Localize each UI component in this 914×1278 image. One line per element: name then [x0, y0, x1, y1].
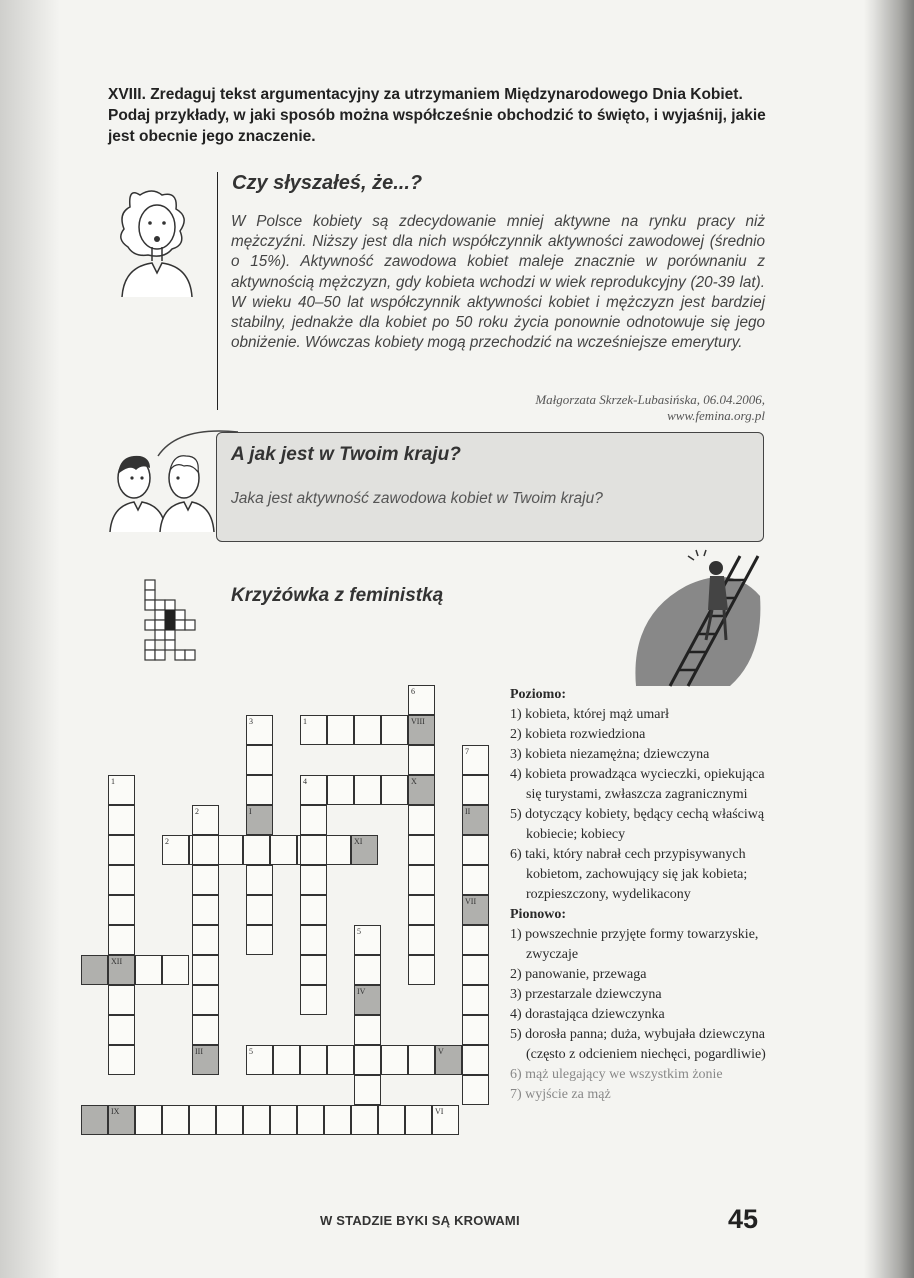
crossword-cell-number: I	[249, 807, 252, 816]
crossword-cell	[327, 1045, 354, 1075]
crossword-cell-number: 1	[303, 717, 307, 726]
crossword-key-cell	[81, 955, 108, 985]
crossword-cell	[273, 1045, 300, 1075]
crossword-cell	[192, 835, 219, 865]
across-heading: Poziomo:	[510, 687, 566, 702]
crossword-cell	[192, 895, 219, 925]
crossword-cell-number: 4	[303, 777, 307, 786]
crossword-cell	[246, 865, 273, 895]
crossword-cell	[192, 925, 219, 955]
crossword-cell	[162, 1105, 189, 1135]
crossword-clues	[510, 685, 766, 1105]
crossword-cell	[381, 715, 408, 745]
crossword-cell-number: VIII	[411, 717, 425, 726]
page-edge-shadow	[864, 0, 914, 1278]
crossword-cell	[216, 835, 243, 865]
crossword-cell	[192, 985, 219, 1015]
crossword-cell	[192, 865, 219, 895]
down-clue: 7) wyjście za mąż	[510, 1087, 611, 1102]
crossword-cell-number: VII	[465, 897, 477, 906]
crossword-cell-number: VI	[435, 1107, 444, 1116]
down-clue: 3) przestarzale dziewczyna	[510, 987, 662, 1002]
crossword-cell	[192, 955, 219, 985]
crossword-cell	[246, 715, 273, 745]
crossword-cell-number: V	[438, 1047, 444, 1056]
crossword-cell	[462, 1015, 489, 1045]
crossword-key-cell	[351, 835, 378, 865]
footer-book-title: W STADZIE BYKI SĄ KROWAMI	[320, 1213, 520, 1228]
crossword-cell	[324, 1105, 351, 1135]
crossword-cell	[462, 745, 489, 775]
page-gutter-shadow	[0, 0, 60, 1278]
crossword-cell	[354, 775, 381, 805]
page-number: 45	[728, 1204, 759, 1234]
crossword-cell-number: III	[195, 1047, 203, 1056]
crossword-cell	[297, 1105, 324, 1135]
crossword-cell	[432, 1105, 459, 1135]
crossword-cell	[327, 775, 354, 805]
crossword-cell	[354, 955, 381, 985]
across-clue: 5) dotyczący kobiety, będący cechą właściwą kobiecie; kobiecy	[510, 807, 765, 842]
crossword-cell	[300, 775, 327, 805]
down-clue: 5) dorosła panna; duża, wybujała dziewczyna (często z odcieniem niechęci, pogardliwie)	[510, 1027, 766, 1062]
crossword-key-cell	[108, 1105, 135, 1135]
crossword-cell-number: XI	[354, 837, 363, 846]
crossword-cell-number: 1	[111, 777, 115, 786]
crossword-icon	[143, 578, 199, 664]
crossword-cell	[108, 1045, 135, 1075]
crossword-cell	[162, 835, 189, 865]
crossword-key-cell	[108, 955, 135, 985]
crossword-cell-number: IX	[111, 1107, 120, 1116]
crossword-cell	[300, 805, 327, 835]
crossword-cell	[354, 1075, 381, 1105]
across-clue: 4) kobieta prowadząca wycieczki, opiekująca się turystami, zwłaszcza zagranicznymi	[510, 767, 765, 802]
crossword-cell	[378, 1105, 405, 1135]
crossword-cell	[405, 1105, 432, 1135]
crossword-cell	[300, 835, 327, 865]
down-heading: Pionowo:	[510, 907, 566, 922]
crossword-cell	[327, 715, 354, 745]
crossword-cell-number: 6	[411, 687, 415, 696]
crossword-cell	[354, 1045, 381, 1075]
crossword-title: Krzyżówka z feministką	[231, 585, 444, 606]
crossword-cell-number: 3	[249, 717, 253, 726]
crossword-cell	[381, 1045, 408, 1075]
crossword-cell	[108, 925, 135, 955]
crossword-cell	[354, 1015, 381, 1045]
down-clue: 6) mąż ulegający we wszystkim żonie	[510, 1067, 723, 1082]
down-clue: 1) powszechnie przyjęte formy towarzyskie, zwyczaje	[510, 927, 759, 962]
down-clue: 4) dorastająca dziewczynka	[510, 1007, 665, 1022]
question-box-title: A jak jest w Twoim kraju?	[231, 444, 461, 465]
crossword-cell	[108, 835, 135, 865]
crossword-cell	[216, 1105, 243, 1135]
crossword-cell	[324, 835, 351, 865]
crossword-cell	[300, 895, 327, 925]
crossword-cell	[135, 955, 162, 985]
crossword-cell	[108, 775, 135, 805]
crossword-cell	[408, 925, 435, 955]
crossword-cell	[108, 985, 135, 1015]
fact-box-divider	[217, 172, 218, 410]
crossword-cell	[351, 1105, 378, 1135]
fact-box-source: Małgorzata Skrzek-Lubasińska, 06.04.2006, www.femina.org.pl	[535, 392, 765, 423]
crossword-cell	[408, 955, 435, 985]
across-clue: 6) taki, który nabrał cech przypisywanych kobietom, zachowujący się jak kobieta; rozpieszczony, wydelikacony	[510, 847, 748, 902]
crossword-cell	[462, 835, 489, 865]
crossword-cell	[270, 835, 297, 865]
across-clue: 1) kobieta, której mąż umarł	[510, 707, 669, 722]
crossword-cell	[192, 805, 219, 835]
crossword-cell-number: II	[465, 807, 471, 816]
question-box-text: Jaka jest aktywność zawodowa kobiet w Twoim kraju?	[231, 490, 603, 507]
crossword-key-cell	[246, 805, 273, 835]
crossword-key-cell	[435, 1045, 462, 1075]
crossword-key-cell	[408, 775, 435, 805]
crossword-cell	[246, 775, 273, 805]
crossword-cell	[246, 895, 273, 925]
children-talking-illustration	[104, 448, 216, 534]
fact-box-text: W Polsce kobiety są zdecydowanie mniej aktywne na rynku pracy niż mężczyźni. Niższy jest dla nich współczynnik aktywności zawodowej (średnio o 15%). Aktywność zawodowa kobiet maleje znacznie w porównaniu z aktywnością mężczyzn, gdy kobieta wchodzi w wiek reprodukcyjny (20-39 lat). W wieku 40–50 lat współczynnik aktywności kobiet i mężczyzn jest bardziej stabilny, jednakże dla kobiet po 50 roku życia ponownie odnotowuje się jego obniżenie. Wówczas kobiety mogą przechodzić na wcześniejsze emerytury.	[231, 213, 765, 352]
crossword-cell	[189, 1105, 216, 1135]
crossword-cell	[135, 1105, 162, 1135]
crossword-cell	[162, 955, 189, 985]
crossword-cell	[462, 925, 489, 955]
crossword-cell	[300, 715, 327, 745]
crossword-cell	[108, 895, 135, 925]
crossword-cell	[246, 925, 273, 955]
crossword-cell	[108, 805, 135, 835]
crossword-cell	[462, 955, 489, 985]
crossword-cell	[246, 745, 273, 775]
woman-climbing-ladder-illustration	[630, 548, 765, 688]
crossword-cell-number: IV	[357, 987, 366, 996]
crossword-cell	[462, 985, 489, 1015]
crossword-cell	[408, 1045, 435, 1075]
crossword-cell	[243, 1105, 270, 1135]
crossword-cell	[192, 1015, 219, 1045]
crossword-cell	[108, 1015, 135, 1045]
crossword-cell	[108, 865, 135, 895]
crossword-cell	[300, 865, 327, 895]
girl-thinking-illustration	[112, 185, 202, 300]
crossword-cell	[408, 805, 435, 835]
crossword-key-cell	[462, 805, 489, 835]
across-clue: 3) kobieta niezamężna; dziewczyna	[510, 747, 710, 762]
crossword-cell	[408, 835, 435, 865]
crossword-cell	[243, 835, 270, 865]
across-clue: 2) kobieta rozwiedziona	[510, 727, 646, 742]
crossword-key-cell	[192, 1045, 219, 1075]
crossword-cell	[408, 865, 435, 895]
down-clue: 2) panowanie, przewaga	[510, 967, 647, 982]
crossword-cell	[381, 775, 408, 805]
crossword-cell	[270, 1105, 297, 1135]
crossword-key-cell	[354, 985, 381, 1015]
crossword-cell-number: 5	[357, 927, 361, 936]
crossword-key-cell	[408, 715, 435, 745]
crossword-cell	[354, 925, 381, 955]
crossword-cell	[300, 955, 327, 985]
crossword-key-cell	[462, 895, 489, 925]
crossword-cell-number: X	[411, 777, 417, 786]
crossword-cell-number: 7	[465, 747, 469, 756]
crossword-cell	[462, 1045, 489, 1075]
crossword-cell	[408, 685, 435, 715]
crossword-cell	[408, 895, 435, 925]
crossword-cell	[300, 925, 327, 955]
crossword-key-cell	[81, 1105, 108, 1135]
crossword-cell-number: XII	[111, 957, 123, 966]
crossword-cell	[462, 865, 489, 895]
crossword-cell-number: 5	[249, 1047, 253, 1056]
crossword-cell	[300, 1045, 327, 1075]
crossword-cell	[300, 985, 327, 1015]
crossword-cell-number: 2	[165, 837, 169, 846]
crossword-cell	[462, 1075, 489, 1105]
crossword-cell	[462, 775, 489, 805]
crossword-cell-number: 2	[195, 807, 199, 816]
task-instruction: XVIII. Zredaguj tekst argumentacyjny za utrzymaniem Międzynarodowego Dnia Kobiet. Podaj przykłady, w jaki sposób można współcześnie obchodzić to święto, i wyjaśnij, jakie jest obecnie jego znaczenie.	[108, 86, 766, 145]
crossword-cell	[354, 715, 381, 745]
crossword-cell	[408, 745, 435, 775]
fact-box-title: Czy słyszałeś, że...?	[232, 172, 423, 194]
crossword-cell	[246, 1045, 273, 1075]
